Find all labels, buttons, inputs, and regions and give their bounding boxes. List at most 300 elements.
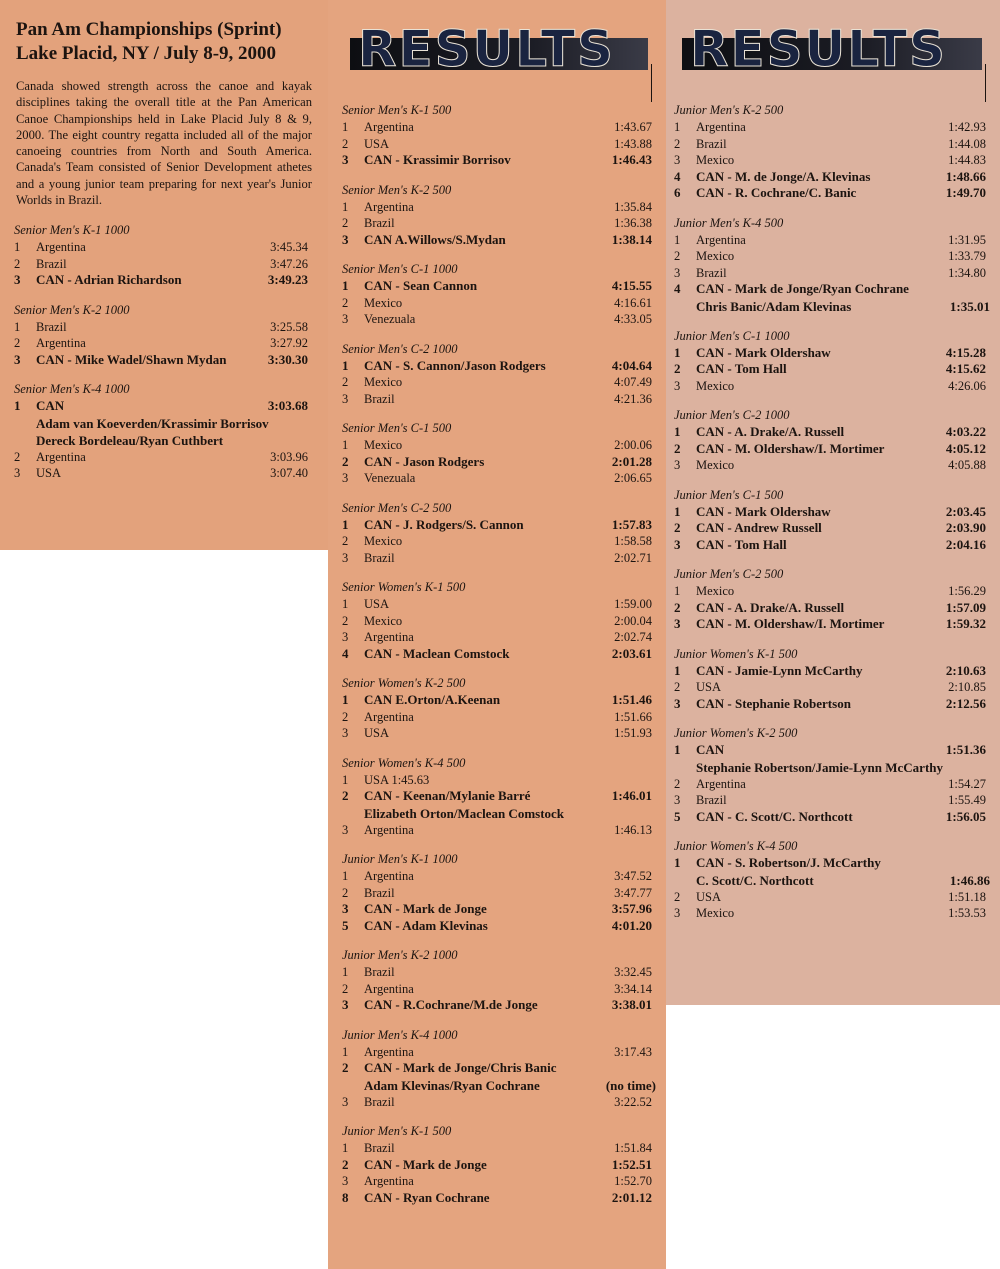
result-row xyxy=(342,1140,656,1157)
result-row xyxy=(342,725,656,742)
result-place: 1 xyxy=(342,516,349,532)
result-place: 2 xyxy=(342,613,349,628)
result-name: CAN - Adrian Richardson xyxy=(36,272,182,288)
result-row xyxy=(342,613,656,630)
result-place: 2 xyxy=(674,776,681,791)
result-name: CAN - Sean Cannon xyxy=(364,278,478,293)
result-time: 3:30.30 xyxy=(267,351,308,367)
event-block xyxy=(342,341,656,408)
result-time: 1:56.05 xyxy=(945,808,986,824)
result-time: 1:53.53 xyxy=(948,906,986,920)
result-time: 1:58.58 xyxy=(614,534,652,548)
result-name: Mexico xyxy=(696,906,735,920)
result-row xyxy=(342,997,656,1014)
event-title: Junior Women's K-4 500 xyxy=(674,839,798,853)
result-name: CAN - R. Cochrane/C. Banic xyxy=(696,185,857,200)
result-place: 3 xyxy=(674,153,681,167)
result-name: Brazil xyxy=(364,550,395,565)
result-row xyxy=(342,918,656,935)
result-row xyxy=(342,772,656,789)
result-time: 1:51.84 xyxy=(614,1141,652,1155)
result-row xyxy=(342,709,656,726)
result-row xyxy=(674,679,990,696)
result-name: CAN A.Willows/S.Mydan xyxy=(364,231,506,247)
result-time: 3:32.45 xyxy=(614,965,652,979)
crew-line xyxy=(342,1077,656,1094)
result-name: Argentina xyxy=(364,822,414,837)
result-time: 1:34.80 xyxy=(948,265,986,280)
result-place: 2 xyxy=(14,449,21,464)
result-place: 2 xyxy=(674,440,681,456)
result-name: Argentina xyxy=(364,869,414,883)
result-time: 3:25.58 xyxy=(270,319,308,334)
result-place: 4 xyxy=(674,168,681,184)
result-name: CAN - Jason Rodgers xyxy=(364,453,485,469)
result-time: 3:03.96 xyxy=(270,449,308,464)
result-time: 3:49.23 xyxy=(267,272,308,288)
result-time: 1:46.13 xyxy=(614,822,652,837)
title-line-1: Pan Am Championships (Sprint) xyxy=(16,19,282,40)
result-time: 1:57.83 xyxy=(611,516,652,532)
result-row xyxy=(342,454,656,471)
result-row xyxy=(674,889,990,906)
result-place: 1 xyxy=(342,965,349,979)
result-place: 1 xyxy=(342,357,349,373)
middle-results-list xyxy=(342,102,656,1206)
result-place: 2 xyxy=(14,256,21,271)
result-row xyxy=(674,809,990,826)
result-place: 3 xyxy=(674,793,681,807)
event-block xyxy=(342,675,656,742)
result-place: 3 xyxy=(342,152,349,167)
result-name: Brazil xyxy=(364,885,395,900)
result-name: CAN - Tom Hall xyxy=(696,361,787,376)
result-place: 1 xyxy=(342,199,349,214)
event-block xyxy=(674,487,990,554)
title-line-2: Lake Placid, NY / July 8-9, 2000 xyxy=(16,43,277,64)
banner-text: RESULTS xyxy=(358,20,615,78)
result-time: 1:55.49 xyxy=(948,793,986,807)
result-time: 3:17.43 xyxy=(614,1044,652,1059)
result-time: 1:43.67 xyxy=(614,120,652,134)
result-name: Argentina xyxy=(696,776,746,791)
result-row xyxy=(342,868,656,885)
result-row xyxy=(342,981,656,998)
result-time: 4:33.05 xyxy=(614,312,652,326)
result-place: 2 xyxy=(342,788,349,803)
result-place: 3 xyxy=(674,536,681,552)
result-time: 2:03.90 xyxy=(945,520,986,535)
result-time: 3:07.40 xyxy=(270,466,308,481)
result-time: 4:16.61 xyxy=(614,295,652,310)
event-title: Junior Men's C-2 500 xyxy=(674,567,784,581)
result-row xyxy=(14,449,312,466)
result-row xyxy=(342,1173,656,1190)
event-title: Senior Women's K-4 500 xyxy=(342,755,466,770)
result-name: CAN - S. Robertson/J. McCarthy xyxy=(696,855,881,870)
result-time: 4:05.12 xyxy=(945,440,986,456)
result-place: 1 xyxy=(674,855,681,870)
result-place: 1 xyxy=(14,240,21,255)
result-row xyxy=(342,901,656,918)
result-row xyxy=(342,358,656,375)
result-name: CAN - M. Oldershaw/I. Mortimer xyxy=(696,616,885,631)
result-place: 8 xyxy=(342,1189,349,1205)
result-time: 4:05.88 xyxy=(948,458,986,472)
result-name: USA xyxy=(364,597,390,611)
event-title: Junior Women's K-2 500 xyxy=(674,726,798,740)
result-place: 3 xyxy=(674,906,681,920)
result-name: Venezuala xyxy=(364,471,416,485)
result-place: 3 xyxy=(674,458,681,472)
result-time: 1:42.93 xyxy=(948,120,986,134)
result-row xyxy=(342,311,656,328)
result-row xyxy=(14,352,312,369)
result-time: 1:49.70 xyxy=(945,185,986,200)
result-time: 1:51.93 xyxy=(614,726,652,740)
event-title: Junior Men's K-1 1000 xyxy=(342,852,458,866)
result-place: 3 xyxy=(342,471,349,485)
result-name: Argentina xyxy=(696,120,746,134)
result-row xyxy=(342,788,656,805)
event-block xyxy=(674,102,990,202)
result-row xyxy=(342,1157,656,1174)
result-time: 4:07.49 xyxy=(614,375,652,389)
result-place: 2 xyxy=(342,981,349,996)
result-place: 1 xyxy=(14,319,21,334)
crew-line: Stephanie Robertson/Jamie-Lynn McCarthy xyxy=(696,759,943,775)
result-time: 1:59.00 xyxy=(614,597,652,611)
result-place: 2 xyxy=(342,1060,349,1075)
event-block xyxy=(14,381,312,482)
result-place: 2 xyxy=(674,599,681,615)
result-row xyxy=(342,119,656,136)
result-row xyxy=(674,537,990,554)
event-block xyxy=(342,182,656,249)
result-place: 4 xyxy=(674,281,681,296)
result-place: 3 xyxy=(14,272,21,288)
event-block xyxy=(342,755,656,839)
result-row xyxy=(342,278,656,295)
result-time: 1:51.66 xyxy=(614,709,652,724)
result-row xyxy=(674,663,990,680)
result-name: Mexico xyxy=(364,295,403,310)
result-time: 1:38.14 xyxy=(611,231,652,247)
result-name: CAN - Mark de Jonge/Ryan Cochrane xyxy=(696,281,909,296)
result-place: 2 xyxy=(342,534,349,548)
result-place: 1 xyxy=(342,869,349,883)
result-place: 3 xyxy=(342,997,349,1012)
crew-line xyxy=(674,298,990,315)
crew-names: Adam Klevinas/Ryan Cochrane xyxy=(364,1077,540,1093)
event-block xyxy=(674,725,990,825)
result-row xyxy=(342,1094,656,1111)
result-name: USA xyxy=(364,726,390,740)
result-time: 1:46.01 xyxy=(611,788,652,803)
result-place: 1 xyxy=(674,232,681,247)
result-place: 5 xyxy=(342,917,349,933)
event-block xyxy=(674,407,990,474)
result-name: CAN - M. de Jonge/A. Klevinas xyxy=(696,168,871,184)
result-time: 4:03.22 xyxy=(945,424,986,439)
event-title: Senior Men's K-2 1000 xyxy=(14,302,130,317)
result-place: 2 xyxy=(342,885,349,900)
result-name: Mexico xyxy=(364,534,403,548)
event-title: Junior Men's C-2 1000 xyxy=(674,408,790,422)
result-row xyxy=(342,629,656,646)
result-row xyxy=(674,119,990,136)
result-row xyxy=(14,256,312,273)
result-place: 1 xyxy=(342,278,349,293)
result-place: 1 xyxy=(342,772,349,787)
result-place: 3 xyxy=(342,550,349,565)
result-row xyxy=(14,239,312,256)
result-row xyxy=(14,272,312,289)
result-place: 2 xyxy=(674,249,681,263)
result-row xyxy=(674,600,990,617)
result-time: 4:21.36 xyxy=(614,391,652,406)
result-row xyxy=(674,583,990,600)
result-row xyxy=(674,361,990,378)
result-time: 1:31.95 xyxy=(948,232,986,247)
result-time: 1:35.84 xyxy=(614,199,652,214)
result-time: 3:45.34 xyxy=(270,240,308,255)
result-place: 2 xyxy=(14,336,21,351)
result-name: CAN xyxy=(696,742,725,757)
banner-text: RESULTS xyxy=(690,20,947,78)
result-place: 3 xyxy=(342,231,349,247)
result-place: 3 xyxy=(342,630,349,644)
result-row xyxy=(674,424,990,441)
result-row xyxy=(14,335,312,352)
result-name: CAN - Andrew Russell xyxy=(696,520,822,535)
result-name: Mexico xyxy=(364,438,403,452)
result-name: CAN - Mark de Jonge xyxy=(364,1156,487,1172)
result-name: CAN - S. Cannon/Jason Rodgers xyxy=(364,357,546,373)
result-time: 1:44.08 xyxy=(948,136,986,151)
result-name: CAN E.Orton/A.Keenan xyxy=(364,692,501,707)
crew-names: Chris Banic/Adam Klevinas xyxy=(696,298,852,314)
result-row xyxy=(674,742,990,759)
result-time: 3:47.52 xyxy=(614,869,652,883)
result-place: 6 xyxy=(674,185,681,200)
intro-paragraph: Canada showed strength across the canoe and kayak disciplines taking the overall title at the Pan American Canoe Championships held in Lake Placid July 8 & 9, 2000. The eight country regatta included all of the major canoeing countries from North and South America. Canada's Team consisted of Senior Development athetes and a young junior team preparing for next year's Junior Worlds in Brazil. xyxy=(16,79,312,208)
result-row xyxy=(674,696,990,713)
result-time: 3:22.52 xyxy=(614,1094,652,1109)
result-time: 2:00.04 xyxy=(614,613,652,628)
result-time: 1:54.27 xyxy=(948,776,986,791)
result-name: CAN - Adam Klevinas xyxy=(364,917,488,933)
result-row xyxy=(342,1044,656,1061)
result-row xyxy=(342,1060,656,1077)
result-name: CAN - Mark Oldershaw xyxy=(696,344,831,360)
result-row xyxy=(674,457,990,474)
result-time: 3:47.26 xyxy=(270,256,308,271)
result-row xyxy=(342,391,656,408)
result-name: USA xyxy=(696,889,722,904)
result-place: 3 xyxy=(342,312,349,326)
results-banner xyxy=(342,20,656,78)
result-place: 2 xyxy=(674,361,681,376)
result-name: Brazil xyxy=(364,216,395,230)
result-row xyxy=(342,533,656,550)
result-row xyxy=(342,215,656,232)
event-title: Senior Women's K-1 500 xyxy=(342,580,466,594)
results-banner xyxy=(674,20,990,78)
result-row xyxy=(342,152,656,169)
result-name: Argentina xyxy=(364,709,414,724)
result-place: 2 xyxy=(342,136,349,151)
result-place: 1 xyxy=(674,120,681,134)
result-place: 2 xyxy=(342,1156,349,1172)
event-block xyxy=(342,500,656,567)
result-time: 1:51.46 xyxy=(611,692,652,707)
result-time: 1:33.79 xyxy=(948,249,986,263)
result-name: Argentina xyxy=(696,232,746,247)
crew-line: Adam van Koeverden/Krassimir Borrisov xyxy=(36,415,269,431)
result-row xyxy=(342,437,656,454)
column-rule xyxy=(984,64,986,102)
result-place: 5 xyxy=(674,808,681,824)
event-title: Junior Men's C-1 1000 xyxy=(674,328,790,343)
result-time: 3:34.14 xyxy=(614,981,652,996)
result-row xyxy=(674,616,990,633)
result-row xyxy=(342,470,656,487)
result-time: 3:38.01 xyxy=(611,997,652,1012)
result-name: Brazil xyxy=(696,265,727,280)
result-name: Brazil xyxy=(36,319,67,334)
result-row xyxy=(674,185,990,202)
result-row xyxy=(674,504,990,521)
result-name: Argentina xyxy=(364,120,414,134)
result-place: 3 xyxy=(14,466,21,481)
result-time: 1:56.29 xyxy=(948,584,986,598)
result-time: 1:59.32 xyxy=(945,616,986,631)
result-place: 3 xyxy=(342,1174,349,1188)
result-name: CAN - Ryan Cochrane xyxy=(364,1189,490,1205)
result-time: 2:03.45 xyxy=(945,503,986,519)
result-row xyxy=(342,199,656,216)
result-place: 3 xyxy=(674,695,681,711)
result-row xyxy=(674,441,990,458)
result-time: 1:43.88 xyxy=(614,136,652,151)
result-place: 1 xyxy=(342,1044,349,1059)
event-block xyxy=(342,1027,656,1111)
result-row xyxy=(674,248,990,265)
result-time: 1:44.83 xyxy=(948,153,986,167)
result-row xyxy=(674,345,990,362)
result-place: 2 xyxy=(674,136,681,151)
result-place: 2 xyxy=(674,889,681,904)
result-place: 3 xyxy=(14,351,21,367)
result-time: 1:35.01 xyxy=(949,298,990,314)
result-name: CAN - A. Drake/A. Russell xyxy=(696,424,845,439)
result-row xyxy=(674,855,990,872)
event-block xyxy=(342,102,656,169)
result-name: CAN - Mark de Jonge xyxy=(364,901,487,916)
event-title: Senior Men's K-1 1000 xyxy=(14,223,130,238)
result-row xyxy=(674,378,990,395)
result-name: Argentina xyxy=(364,1044,414,1059)
result-place: 1 xyxy=(674,344,681,360)
event-title: Senior Men's C-2 1000 xyxy=(342,341,458,356)
result-row xyxy=(14,465,312,482)
result-row xyxy=(342,232,656,249)
result-time: 4:15.62 xyxy=(945,361,986,376)
event-title: Senior Women's K-2 500 xyxy=(342,676,466,690)
result-place: 3 xyxy=(674,616,681,631)
event-block xyxy=(674,566,990,633)
result-name: USA 1:45.63 xyxy=(364,772,430,787)
event-title: Junior Men's C-1 500 xyxy=(674,487,784,502)
result-place: 1 xyxy=(674,742,681,757)
event-block xyxy=(674,328,990,395)
result-time: 3:47.77 xyxy=(614,885,652,900)
result-place: 1 xyxy=(14,398,21,414)
result-time: 1:46.86 xyxy=(949,872,990,888)
result-row xyxy=(342,822,656,839)
result-time: 2:06.65 xyxy=(614,471,652,485)
event-block xyxy=(342,851,656,934)
result-name: USA xyxy=(36,466,62,481)
result-row xyxy=(674,136,990,153)
result-name: Mexico xyxy=(696,378,735,393)
event-title: Senior Men's C-1 1000 xyxy=(342,262,458,276)
result-time: 4:26.06 xyxy=(948,378,986,393)
result-place: 3 xyxy=(674,378,681,393)
result-name: Brazil xyxy=(696,793,727,807)
result-name: CAN xyxy=(36,398,65,414)
left-results-list xyxy=(14,222,312,482)
crew-line: Dereck Bordeleau/Ryan Cuthbert xyxy=(36,432,224,448)
result-row xyxy=(674,232,990,249)
result-place: 3 xyxy=(342,1094,349,1109)
result-name: Brazil xyxy=(364,391,395,406)
result-time: 2:02.71 xyxy=(614,550,652,565)
result-name: USA xyxy=(696,680,722,694)
result-time: 3:27.92 xyxy=(270,336,308,351)
intro-panel xyxy=(0,0,328,550)
event-block xyxy=(14,302,312,369)
result-row xyxy=(342,517,656,534)
right-results-list xyxy=(674,102,990,922)
event-title: Junior Women's K-1 500 xyxy=(674,646,798,661)
result-name: Brazil xyxy=(364,965,395,979)
result-name: CAN - A. Drake/A. Russell xyxy=(696,599,845,615)
event-title: Junior Men's K-4 500 xyxy=(674,215,784,230)
result-row xyxy=(342,646,656,663)
result-name: CAN - Mike Wadel/Shawn Mydan xyxy=(36,351,227,367)
result-time: 1:36.38 xyxy=(614,216,652,230)
event-title: Senior Men's C-2 500 xyxy=(342,500,452,515)
event-block xyxy=(674,838,990,922)
result-row xyxy=(674,776,990,793)
result-name: USA xyxy=(364,136,390,151)
result-place: 1 xyxy=(342,438,349,452)
result-name: CAN - R.Cochrane/M.de Jonge xyxy=(364,997,538,1012)
result-time: 4:04.64 xyxy=(611,357,652,373)
event-block xyxy=(342,1123,656,1206)
result-place: 2 xyxy=(342,453,349,469)
crew-names: C. Scott/C. Northcott xyxy=(696,872,814,888)
result-row xyxy=(342,1190,656,1207)
result-time: 2:01.12 xyxy=(611,1189,652,1205)
result-time: 1:48.66 xyxy=(945,168,986,184)
result-name: Brazil xyxy=(36,256,67,271)
result-place: 1 xyxy=(674,503,681,519)
result-time: (no time) xyxy=(605,1077,656,1093)
results-column-right xyxy=(666,0,1000,1005)
